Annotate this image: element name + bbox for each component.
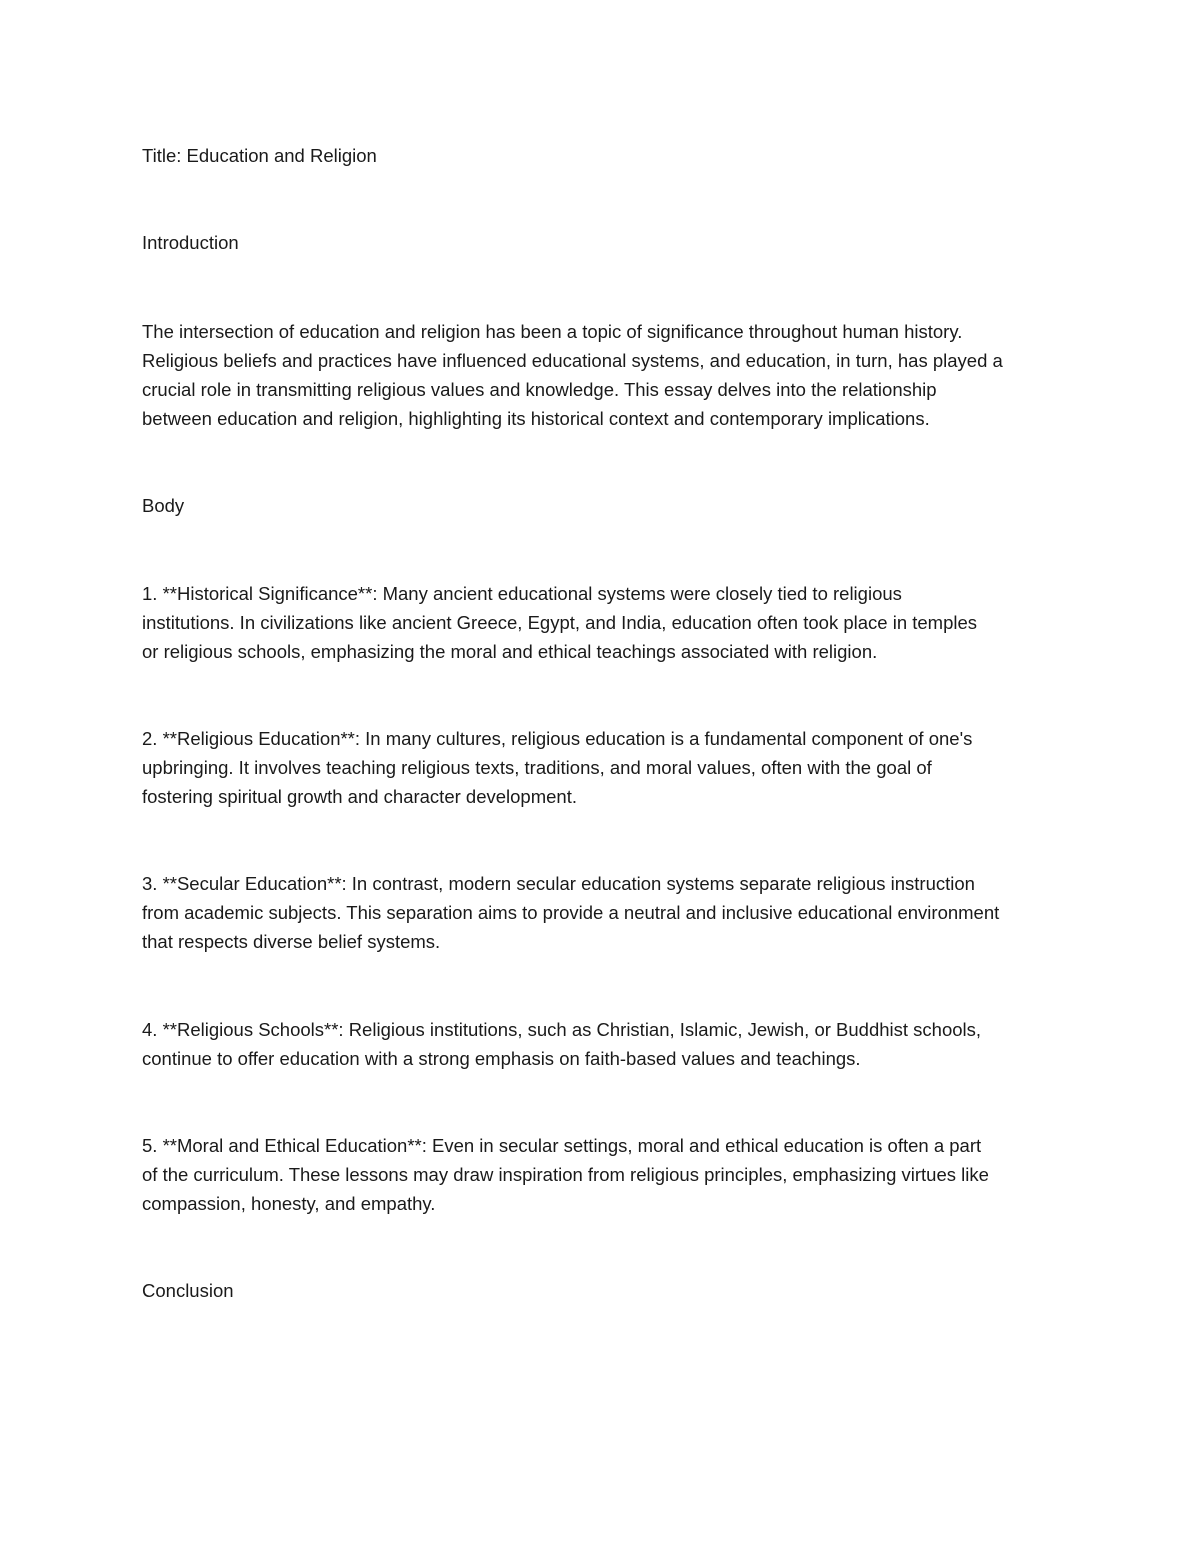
list-item-historical-significance (142, 579, 1072, 666)
paragraph-line: or religious schools, emphasizing the moral and ethical teachings associated with religion. (142, 641, 878, 662)
paragraph-line: Religious beliefs and practices have influenced educational systems, and education, in turn, has played a (142, 350, 1003, 371)
conclusion-heading: Conclusion (142, 1280, 234, 1301)
paragraph-line: that respects diverse belief systems. (142, 931, 441, 952)
paragraph-line: 1. **Historical Significance**: Many ancient educational systems were closely tied to religious (142, 583, 902, 604)
introduction-heading: Introduction (142, 232, 239, 253)
list-item-secular-education (142, 869, 1072, 956)
document-title: Title: Education and Religion (142, 145, 377, 166)
paragraph-line: upbringing. It involves teaching religious texts, traditions, and moral values, often with the goal of (142, 757, 932, 778)
list-item-religious-schools (142, 1015, 1072, 1073)
paragraph-line: from academic subjects. This separation aims to provide a neutral and inclusive educational environment (142, 902, 1000, 923)
paragraph-line: 3. **Secular Education**: In contrast, modern secular education systems separate religious instruction (142, 873, 975, 894)
paragraph-line: 5. **Moral and Ethical Education**: Even in secular settings, moral and ethical education is often a part (142, 1135, 982, 1156)
paragraph-line: crucial role in transmitting religious values and knowledge. This essay delves into the relationship (142, 379, 937, 400)
introduction-paragraph (142, 317, 1072, 433)
paragraph-line: The intersection of education and religion has been a topic of significance throughout human history. (142, 321, 963, 342)
list-item-religious-education (142, 724, 1072, 811)
paragraph-line: of the curriculum. These lessons may draw inspiration from religious principles, emphasizing virtues like (142, 1164, 989, 1185)
paragraph-line: between education and religion, highlighting its historical context and contemporary implications. (142, 408, 930, 429)
paragraph-line: 4. **Religious Schools**: Religious institutions, such as Christian, Islamic, Jewish, or Buddhist schools, (142, 1019, 982, 1040)
paragraph-line: continue to offer education with a strong emphasis on faith-based values and teachings. (142, 1048, 861, 1069)
body-heading: Body (142, 495, 185, 516)
paragraph-line: institutions. In civilizations like ancient Greece, Egypt, and India, education often took place in temples (142, 612, 978, 633)
paragraph-line: compassion, honesty, and empathy. (142, 1193, 436, 1214)
paragraph-line: 2. **Religious Education**: In many cultures, religious education is a fundamental component of one's (142, 728, 973, 749)
paragraph-line: fostering spiritual growth and character development. (142, 786, 577, 807)
list-item-moral-ethical-education (142, 1131, 1072, 1218)
